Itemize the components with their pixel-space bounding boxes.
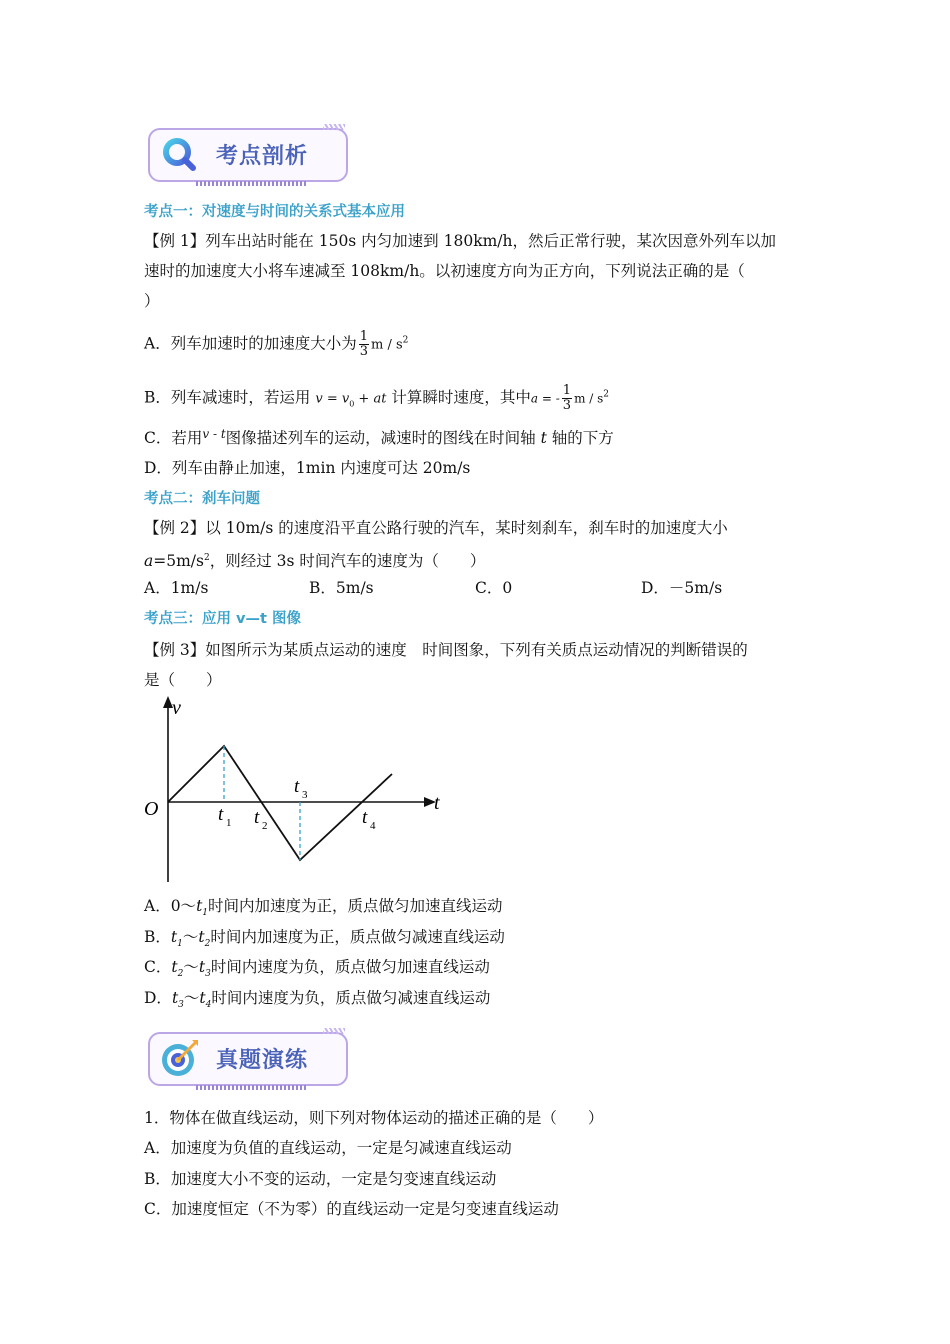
vt-graph	[138, 692, 458, 888]
vt-symbol: v - t	[202, 427, 226, 441]
section-heading-1: 考点一：对速度与时间的关系式基本应用	[144, 204, 405, 220]
question-3-option-b	[144, 927, 505, 954]
formula-subscript: 0	[349, 399, 355, 409]
option-c-prefix: C．若用	[144, 429, 203, 447]
tilde: ～	[183, 989, 200, 1007]
formula: v = v	[315, 391, 350, 407]
question-2-option-b: B．5m/s	[309, 579, 374, 597]
t4-subscript: 4	[370, 820, 376, 832]
option-text: 时间内速度为负，质点做匀加速直线运动	[210, 958, 490, 976]
t-subscript: 4	[205, 1000, 212, 1011]
option-prefix: D．	[144, 989, 172, 1007]
a-symbol: a	[144, 552, 154, 571]
option-c-end: 轴的下方	[546, 429, 614, 447]
question-2-option-c: C．0	[475, 579, 513, 597]
t-symbol: t	[198, 928, 205, 946]
question-1-line-1: 【例 1】列车出站时能在 150s 内匀加速到 180km/h，然后正常行驶，某次因意外列车以加	[144, 232, 776, 250]
section-banner-analysis	[144, 128, 349, 186]
practice-option-b: B．加速度大小不变的运动，一定是匀变速直线运动	[144, 1170, 497, 1188]
banner-decoration	[323, 124, 345, 130]
option-text: 时间内加速度为正，质点做匀减速直线运动	[210, 928, 505, 946]
fraction-numerator: 1	[562, 383, 572, 398]
option-text: 时间内加速度为正，质点做匀加速直线运动	[208, 897, 503, 915]
unit-exponent: 2	[402, 335, 409, 346]
t-subscript: 3	[178, 1000, 184, 1011]
t1-label: t	[218, 804, 224, 825]
unit-exponent: 2	[203, 553, 210, 563]
t-subscript: 2	[177, 969, 184, 980]
option-text: 时间内速度为负，质点做匀减速直线运动	[211, 989, 491, 1007]
fraction-denominator: 3	[359, 344, 368, 359]
t-label: t	[434, 792, 440, 814]
origin-label: O	[144, 798, 159, 820]
unit-exponent: 2	[603, 389, 610, 400]
question-1-option-b	[144, 384, 609, 415]
question-3-option-a	[144, 896, 503, 923]
fraction	[562, 384, 572, 413]
target-icon	[158, 1038, 202, 1078]
option-b-text: B．列车减速时，若运用	[144, 388, 311, 407]
option-a-text: A．列车加速时的加速度大小为	[144, 334, 357, 353]
question-3-option-c	[144, 957, 490, 984]
tilde: ～	[183, 958, 199, 976]
t1-subscript: 1	[226, 817, 232, 829]
t-symbol: t	[170, 928, 178, 946]
question-2-line-1: 【例 2】以 10m/s 的速度沿平直公路行驶的汽车，某时刻刹车，刹车时的加速度大小	[144, 519, 728, 537]
banner-decoration	[323, 1028, 345, 1034]
banner-title: 真题演练	[216, 1048, 309, 1073]
banner-stripe	[196, 181, 308, 186]
question-1-option-d: D．列车由静止加速，1min 内速度可达 20m/s	[144, 459, 471, 477]
banner-title: 考点剖析	[216, 144, 309, 169]
accel-value: =5m/s	[153, 552, 204, 571]
fraction-denominator: 3	[562, 398, 572, 413]
t3-subscript: 3	[302, 789, 308, 801]
option-prefix: C．	[144, 958, 172, 976]
question-3-line-1: 【例 3】如图所示为某质点运动的速度 时间图象，下列有关质点运动情况的判断错误的	[144, 641, 748, 659]
a-value: a = -	[530, 391, 560, 406]
t-symbol: t	[540, 429, 547, 447]
section-heading-2: 考点二：刹车问题	[144, 491, 260, 507]
option-b-mid: 计算瞬时速度，其中	[386, 388, 531, 407]
question-1-option-c	[144, 428, 614, 449]
t3-label: t	[294, 776, 300, 797]
banner-stripe	[196, 1085, 308, 1090]
formula-tail: + at	[354, 391, 387, 407]
tilde: ～	[182, 928, 199, 946]
t-subscript: 1	[177, 939, 183, 950]
t2-subscript: 2	[262, 820, 268, 832]
question-3-option-d	[144, 988, 490, 1015]
question-2-option-d: D．－5m/s	[641, 579, 723, 597]
t-subscript: 2	[204, 939, 211, 950]
question-2-line-2	[144, 548, 485, 571]
t-symbol: t	[171, 958, 178, 976]
t-symbol: t	[196, 897, 203, 915]
fraction	[359, 330, 369, 359]
question-2-tail: ，则经过 3s 时间汽车的速度为（ ）	[209, 552, 486, 571]
question-3-line-2: 是（ ）	[144, 671, 222, 689]
question-1-line-2: 速时的加速度大小将车速减至 108km/h。以初速度方向为正方向，下列说法正确的是（	[144, 262, 745, 280]
question-1-line-3: ）	[144, 292, 160, 310]
section-banner-practice	[144, 1032, 349, 1090]
fraction-numerator: 1	[359, 329, 368, 344]
option-prefix: B．	[144, 928, 171, 946]
question-2-option-a: A．1m/s	[144, 579, 209, 597]
practice-option-a: A．加速度为负值的直线运动，一定是匀减速直线运动	[144, 1139, 512, 1157]
t4-label: t	[362, 807, 368, 828]
velocity-line	[168, 746, 392, 860]
t-subscript: 3	[205, 969, 211, 980]
unit: m / s	[370, 337, 403, 353]
unit: m / s	[574, 391, 604, 406]
t-subscript: 1	[202, 908, 209, 919]
option-prefix: A．0～	[144, 897, 197, 915]
practice-option-c: C．加速度恒定（不为零）的直线运动一定是匀变速直线运动	[144, 1200, 559, 1218]
magnifier-icon	[158, 134, 202, 174]
t-symbol: t	[198, 958, 206, 976]
section-heading-3: 考点三：应用 v—t 图像	[144, 611, 301, 627]
practice-question-1: 1．物体在做直线运动，则下列对物体运动的描述正确的是（ ）	[144, 1109, 604, 1127]
v-label: v	[172, 697, 181, 719]
t2-label: t	[254, 807, 260, 828]
t-symbol: t	[199, 989, 206, 1007]
t-symbol: t	[171, 989, 179, 1007]
question-1-option-a	[144, 330, 408, 359]
option-c-text: 图像描述列车的运动，减速时的图线在时间轴	[225, 429, 541, 447]
